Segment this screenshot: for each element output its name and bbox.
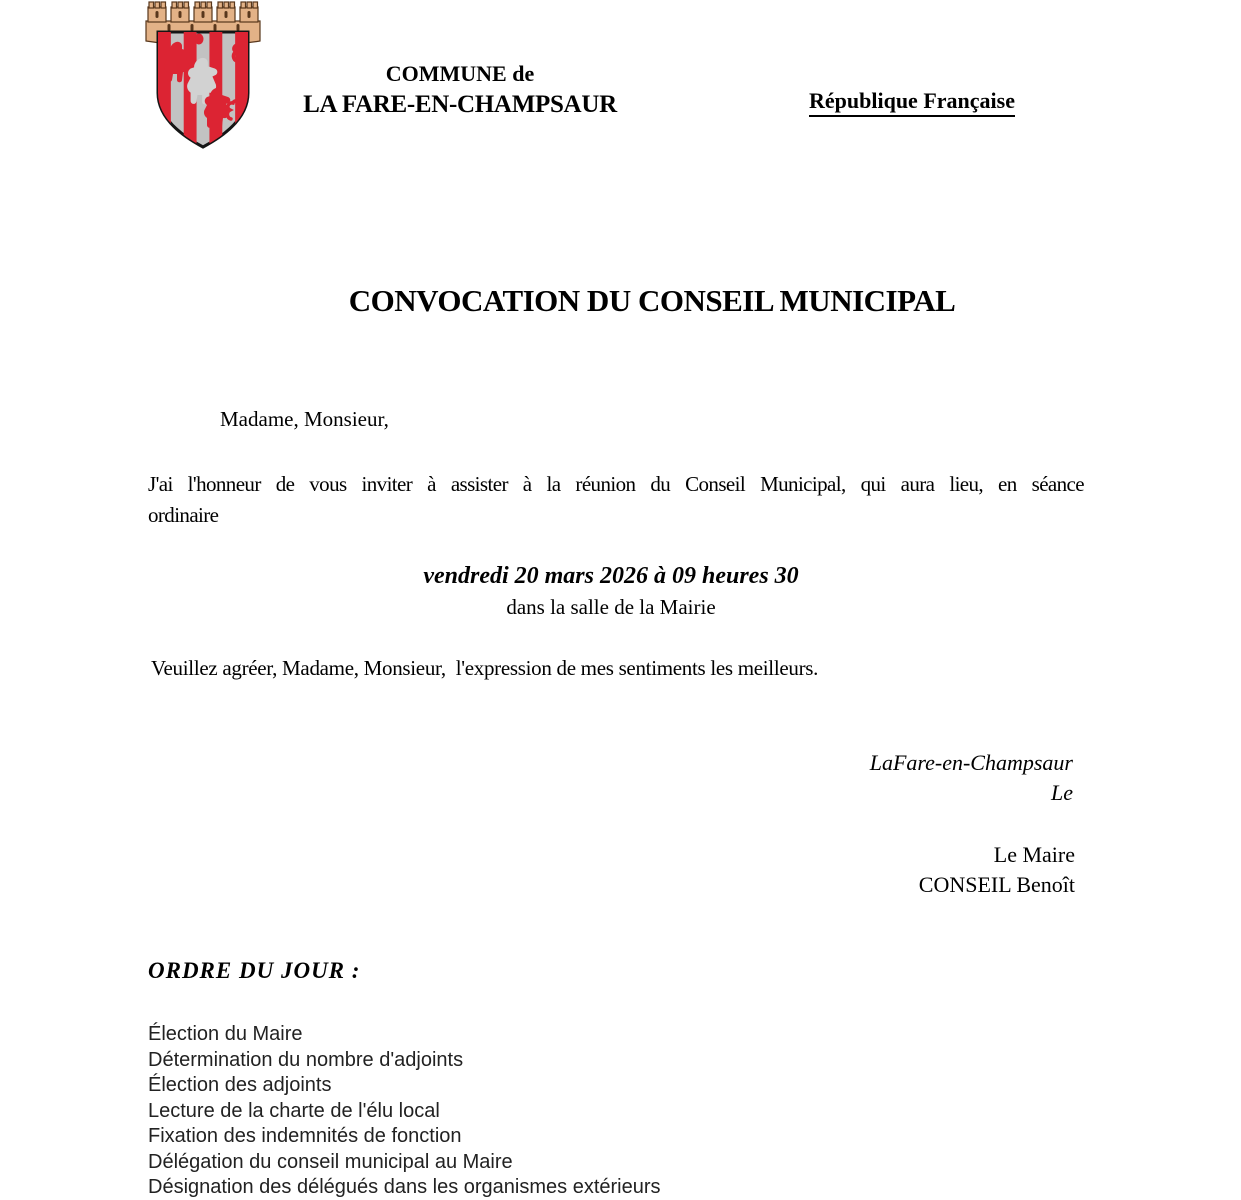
agenda-item: Lecture de la charte de l'élu local bbox=[148, 1099, 440, 1122]
coat-of-arms bbox=[141, 1, 265, 153]
mayor-role: Le Maire bbox=[993, 842, 1075, 867]
agenda-item: Fixation des indemnités de fonction bbox=[148, 1125, 462, 1147]
meeting-place: dans la salle de la Mairie bbox=[506, 595, 716, 619]
document-title: CONVOCATION DU CONSEIL MUNICIPAL bbox=[348, 283, 956, 318]
agenda-item: Délégation du conseil municipal au Maire bbox=[148, 1150, 513, 1173]
agenda-item: Détermination du nombre d'adjoints bbox=[148, 1048, 464, 1071]
commune-header bbox=[280, 59, 640, 121]
intro-paragraph bbox=[148, 469, 1084, 531]
signature-place-date bbox=[640, 748, 1073, 808]
meeting-info bbox=[0, 561, 1222, 622]
agenda-item: Élection des adjoints bbox=[148, 1074, 332, 1096]
agenda-item: Élection du Maire bbox=[148, 1023, 303, 1045]
salutation: Madame, Monsieur, bbox=[220, 407, 389, 431]
agenda-heading: ORDRE DU JOUR : bbox=[148, 958, 361, 983]
meeting-date: vendredi 20 mars 2026 à 09 heures 30 bbox=[423, 563, 799, 589]
intro-line2: ordinaire bbox=[148, 503, 219, 527]
agenda-list bbox=[148, 1022, 661, 1200]
commune-name: LA FARE-EN-CHAMPSAUR bbox=[303, 91, 617, 118]
republique-francaise: République Française bbox=[809, 88, 1015, 114]
mayor-name: CONSEIL Benoît bbox=[918, 872, 1075, 897]
commune-line1: COMMUNE de bbox=[385, 61, 535, 86]
agenda-item: Désignation des délégués dans les organismes extérieurs bbox=[148, 1176, 661, 1198]
intro-line1: J'ai l'honneur de vous inviter à assister à la réunion du Conseil Municipal, qui aura lieu, en séance bbox=[148, 472, 1084, 496]
signature-place: LaFare-en-Champsaur bbox=[869, 750, 1073, 775]
closing-formula: Veuillez agréer, Madame, Monsieur, l'expression de mes sentiments les meilleurs. bbox=[151, 656, 819, 680]
signature-block bbox=[640, 840, 1075, 900]
signature-date-prefix: Le bbox=[1051, 780, 1073, 805]
